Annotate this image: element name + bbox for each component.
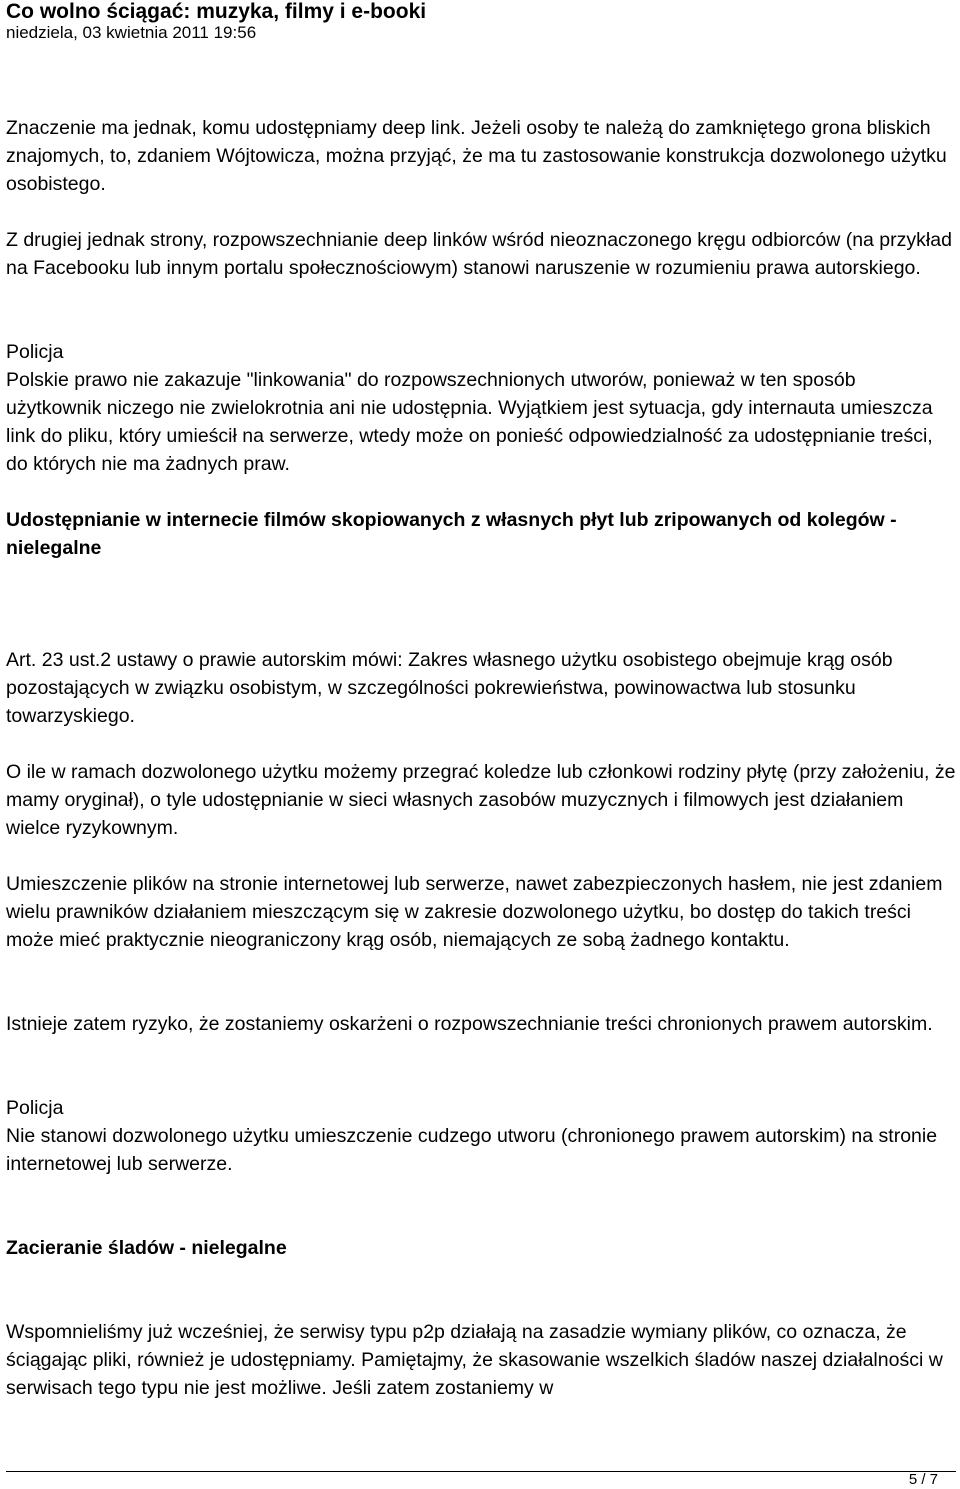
paragraph-art23 [6, 646, 956, 730]
paragraph-server [6, 870, 956, 954]
paragraph-facebook [6, 226, 956, 282]
paragraph-text: Istnieje zatem ryzyko, że zostaniemy oskarżeni o rozpowszechnianie treści chronionych prawem autorskim. [6, 1013, 933, 1035]
paragraph-text: Znaczenie ma jednak, komu udostępniamy deep link. Jeżeli osoby te należą do zamkniętego grona bliskich znajomych, to, zdaniem Wójtowicza, można przyjąć, że ma tu zastosowanie konstrukcja dozwolonego użytku osobistego. [6, 117, 947, 195]
policja-section-1 [6, 338, 956, 478]
policja-section-2 [6, 1094, 956, 1178]
policja-text: Polskie prawo nie zakazuje "linkowania" do rozpowszechnionych utworów, ponieważ w ten sposób użytkownik niczego nie zwielokrotnia ani nie udostępnia. Wyjątkiem jest sytuacja, gdy internauta umieszcza link do pliku, który umieścił na serwerze, wtedy może on ponieść odpowiedzialność za udostępnianie treści, do których nie ma żadnych praw. [6, 369, 933, 475]
policja-text: Nie stanowi dozwolonego użytku umieszczenie cudzego utworu (chronionego prawem autorskim) na stronie internetowej lub serwerze. [6, 1125, 938, 1175]
section-heading-sharing [6, 506, 956, 562]
document-title: Co wolno ściągać: muzyka, filmy i e-booki [6, 0, 427, 23]
section-heading: Zacieranie śladów - nielegalne [6, 1237, 287, 1259]
section-heading: Udostępnianie w internecie filmów skopiowanych z własnych płyt lub zripowanych od kolegów - nielegalne [6, 509, 897, 559]
document-date: niedziela, 03 kwietnia 2011 19:56 [6, 23, 257, 42]
page-number: 5 / 7 [908, 1471, 938, 1488]
paragraph-text: Art. 23 ust.2 ustawy o prawie autorskim mówi: Zakres własnego użytku osobistego obejmuje krąg osób pozostających w związku osobistym, w szczególności pokrewieństwa, powinowactwa lub stosunku towarzyskiego. [6, 649, 893, 727]
paragraph-deep-link [6, 114, 956, 198]
paragraph-risk [6, 1010, 956, 1038]
document-header [6, 0, 956, 43]
footer-divider [6, 1471, 956, 1472]
policja-label: Policja [6, 1097, 64, 1119]
paragraph-text: Umieszczenie plików na stronie internetowej lub serwerze, nawet zabezpieczonych hasłem, nie jest zdaniem wielu prawników działaniem mieszczącym się w zakresie dozwolonego użytku, bo dostęp do takich treści może mieć praktycznie nieograniczony krąg osób, niemających ze sobą żadnego kontaktu. [6, 873, 943, 951]
paragraph-copying [6, 758, 956, 842]
paragraph-text: Wspomnieliśmy już wcześniej, że serwisy typu p2p działają na zasadzie wymiany plików, co oznacza, że ściągając pliki, również je udostępniamy. Pamiętajmy, że skasowanie wszelkich śladów naszej działalności w serwisach tego typu nie jest możliwe. Jeśli zatem zostaniemy w [6, 1321, 943, 1399]
paragraph-p2p [6, 1318, 956, 1402]
policja-label: Policja [6, 341, 64, 363]
paragraph-text: O ile w ramach dozwolonego użytku możemy przegrać koledze lub członkowi rodziny płytę (przy założeniu, że mamy oryginał), o tyle udostępnianie w sieci własnych zasobów muzycznych i filmowych jest działaniem wielce ryzykownym. [6, 761, 956, 839]
paragraph-text: Z drugiej jednak strony, rozpowszechnianie deep linków wśród nieoznaczonego kręgu odbiorców (na przykład na Facebooku lub innym portalu społecznościowym) stanowi naruszenie w rozumieniu prawa autorskiego. [6, 229, 952, 279]
section-heading-traces [6, 1234, 956, 1262]
